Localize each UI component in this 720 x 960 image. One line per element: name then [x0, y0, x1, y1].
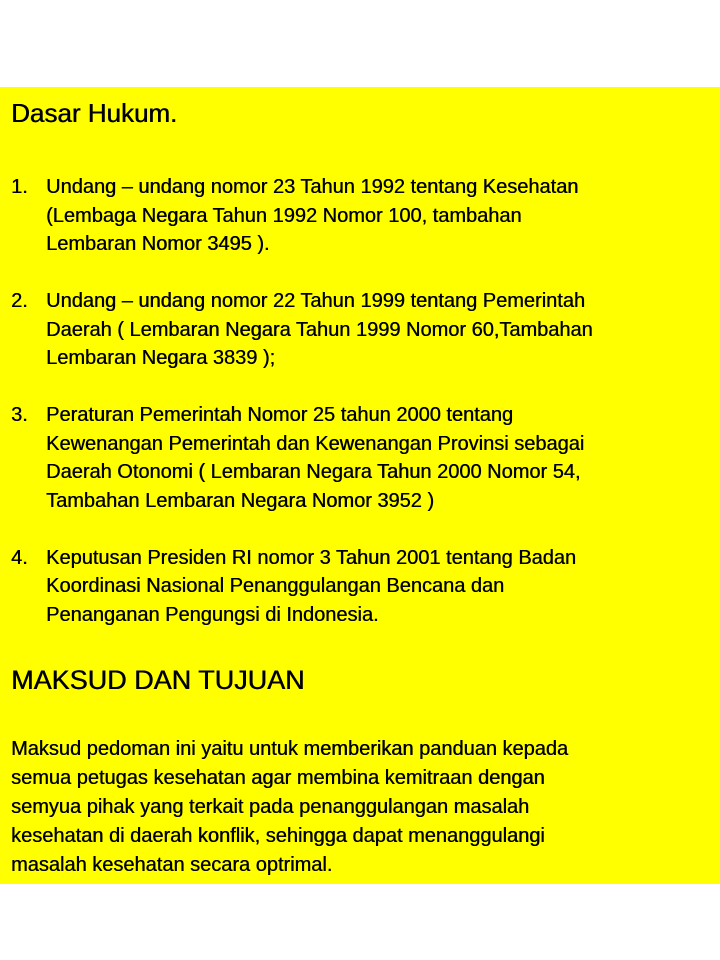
list-item-line: Undang – undang nomor 22 Tahun 1999 tentang Pemerintah [46, 290, 585, 312]
purpose-paragraph [11, 735, 716, 880]
purpose-line: kesehatan di daerah konflik, sehingga dapat menanggulangi [11, 825, 545, 847]
legal-basis-heading: Dasar Hukum. [11, 98, 178, 128]
list-item [11, 287, 711, 373]
list-item [11, 401, 711, 515]
list-item-line: Daerah Otonomi ( Lembaran Negara Tahun 2000 Nomor 54, [46, 461, 581, 483]
list-item-line: Tambahan Lembaran Negara Nomor 3952 ) [46, 489, 434, 512]
list-item-line: Penanganan Pengungsi di Indonesia. [46, 603, 379, 626]
list-item-line: Kewenangan Pemerintah dan Kewenangan Provinsi sebagai [46, 432, 585, 455]
list-item-line: Daerah ( Lembaran Negara Tahun 1999 Nomor 60,Tambahan [46, 318, 593, 341]
purpose-heading: MAKSUD DAN TUJUAN [11, 665, 305, 695]
purpose-line: Maksud pedoman ini yaitu untuk memberikan panduan kepada [11, 738, 569, 760]
list-item-number: 3. [11, 404, 28, 426]
list-item-line: Lembaran Nomor 3495 ). [46, 233, 270, 255]
list-item-line: (Lembaga Negara Tahun 1992 Nomor 100, tambahan [46, 204, 522, 227]
list-item-line: Keputusan Presiden RI nomor 3 Tahun 2001 tentang Badan [46, 546, 577, 569]
list-item-line: Undang – undang nomor 23 Tahun 1992 tentang Kesehatan [46, 176, 579, 198]
list-item [11, 544, 711, 630]
list-item-number: 2. [11, 290, 28, 312]
legal-basis-list [11, 173, 711, 629]
list-item-number: 4. [11, 546, 28, 569]
content-panel [0, 87, 720, 884]
list-item-line: Koordinasi Nasional Penanggulangan Bencana dan [46, 575, 505, 597]
list-item [11, 173, 711, 259]
list-item-line: Lembaran Negara 3839 ); [46, 347, 276, 369]
list-item-number: 1. [11, 176, 28, 198]
purpose-line: masalah kesehatan secara optrimal. [11, 854, 333, 876]
purpose-line: semyua pihak yang terkait pada penanggulangan masalah [11, 796, 530, 818]
purpose-line: semua petugas kesehatan agar membina kemitraan dengan [11, 767, 545, 789]
list-item-line: Peraturan Pemerintah Nomor 25 tahun 2000 tentang [46, 404, 513, 426]
